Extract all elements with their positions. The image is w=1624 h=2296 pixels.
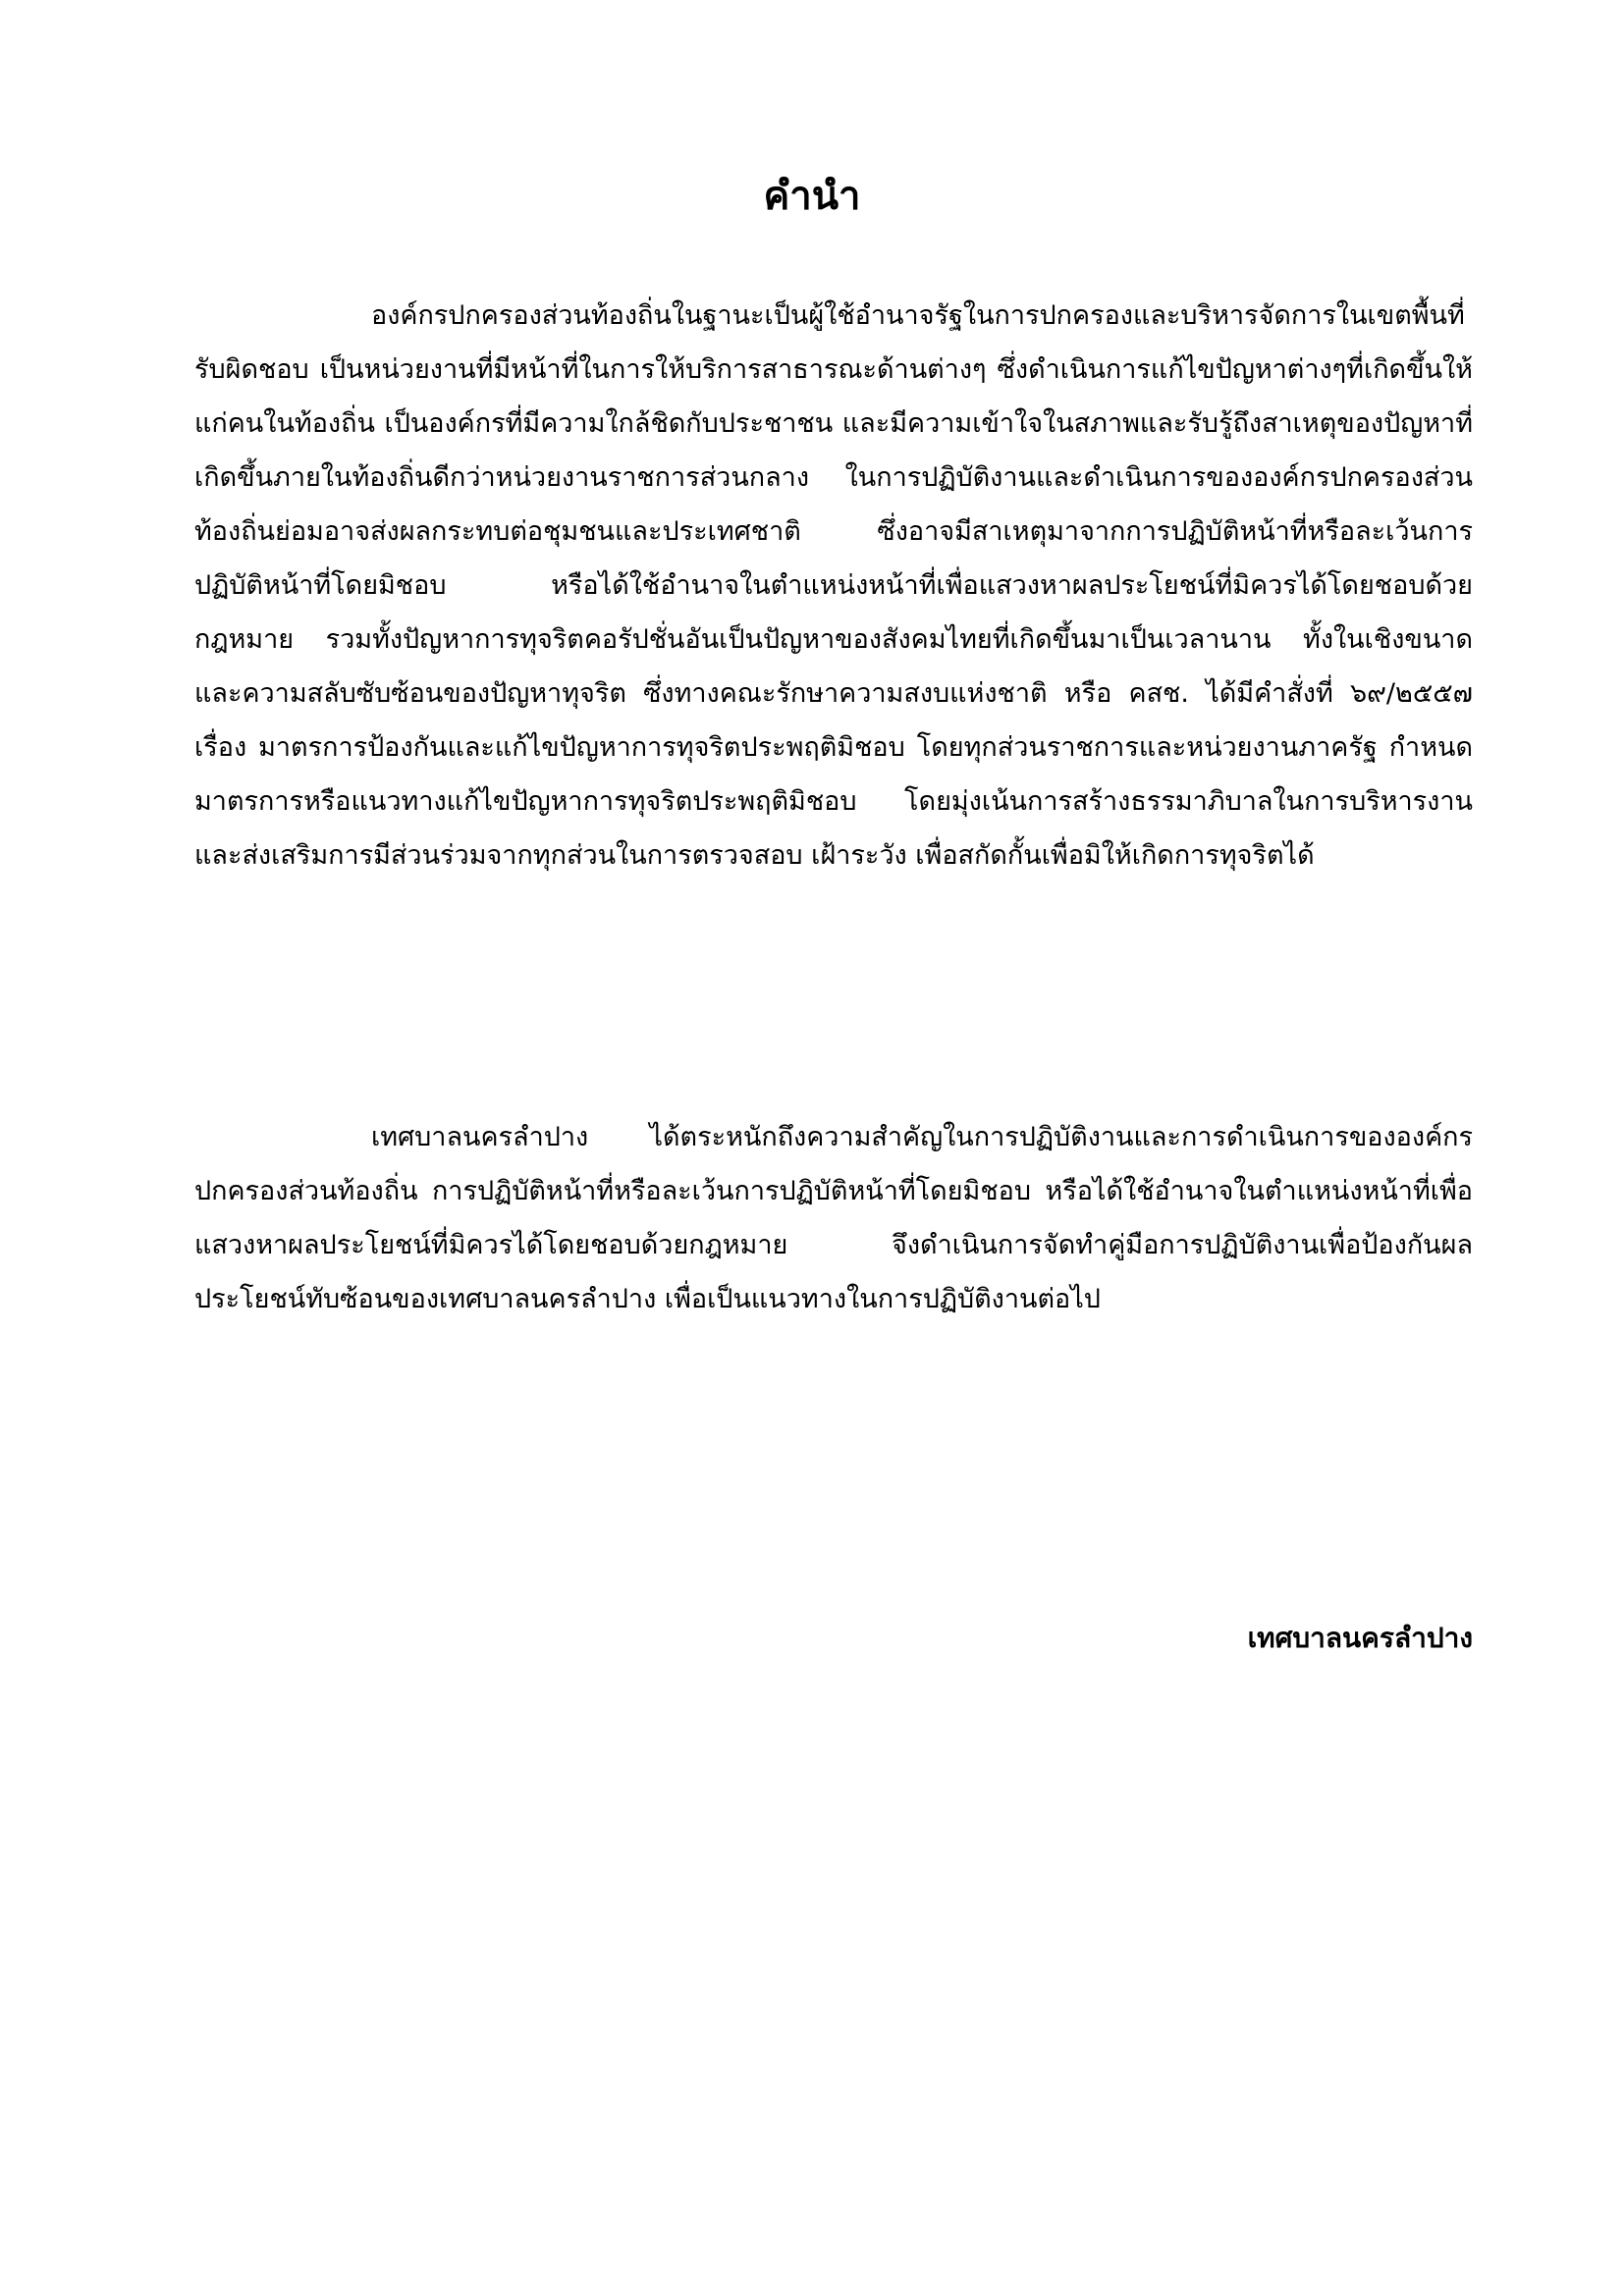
page-title: คำนำ (763, 174, 861, 219)
paragraph-introduction (194, 289, 1473, 882)
paragraph-purpose (194, 1110, 1473, 1326)
signature-line: เทศบาลนครลำปาง (1247, 1622, 1473, 1654)
paragraph-text: เทศบาลนครลำปาง ได้ตระหนักถึงความสำคัญในการปฏิบัติงานและการดำเนินการขององค์กรปกครองส่วนท้องถิ่น การปฏิบัติหน้าที่หรือละเว้นการปฏิบัติหน้าที่โดยมิชอบ หรือได้ใช้อำนาจในตำแหน่งหน้าที่เพื่อแสวงหาผลประโยชน์ที่มิควรได้โดยชอบด้วยกฎหมาย จึงดำเนินการจัดทำคู่มือการปฏิบัติงานเพื่อป้องกันผลประโยชน์ทับซ้อนของเทศบาลนครลำปาง เพื่อเป็นแนวทางในการปฏิบัติงานต่อไป (194, 1122, 1473, 1314)
paragraph-text: องค์กรปกครองส่วนท้องถิ่นในฐานะเป็นผู้ใช้อำนาจรัฐในการปกครองและบริหารจัดการในเขตพื้นที่รับผิดชอบ เป็นหน่วยงานที่มีหน้าที่ในการให้บริการสาธารณะด้านต่างๆ ซึ่งดำเนินการแก้ไขปัญหาต่างๆที่เกิดขึ้นให้แก่คนในท้องถิ่น เป็นองค์กรที่มีความใกล้ชิดกับประชาชน และมีความเข้าใจในสภาพและรับรู้ถึงสาเหตุของปัญหาที่เกิดขึ้นภายในท้องถิ่นดีกว่าหน่วยงานราชการส่วนกลาง ในการปฏิบัติงานและดำเนินการขององค์กรปกครองส่วนท้องถิ่นย่อมอาจส่งผลกระทบต่อชุมชนและประเทศชาติ ซึ่งอาจมีสาเหตุมาจากการปฏิบัติหน้าที่หรือละเว้นการปฏิบัติหน้าที่โดยมิชอบ หรือได้ใช้อำนาจในตำแหน่งหน้าที่เพื่อแสวงหาผลประโยชน์ที่มิควรได้โดยชอบด้วยกฎหมาย รวมทั้งปัญหาการทุจริตคอรัปชั่นอันเป็นปัญหาของสังคมไทยที่เกิดขึ้นมาเป็นเวลานาน ทั้งในเชิงขนาด และความสลับซับซ้อนของปัญหาทุจริต ซึ่งทางคณะรักษาความสงบแห่งชาติ หรือ คสช. ได้มีคำสั่งที่ ๖๙/๒๕๕๗ เรื่อง มาตรการป้องกันและแก้ไขปัญหาการทุจริตประพฤติมิชอบ โดยทุกส่วนราชการและหน่วยงานภาครัฐ กำหนดมาตรการหรือแนวทางแก้ไขปัญหาการทุจริตประพฤติมิชอบ โดยมุ่งเน้นการสร้างธรรมาภิบาลในการบริหารงาน และส่งเสริมการมีส่วนร่วมจากทุกส่วนในการตรวจสอบ เฝ้าระวัง เพื่อสกัดกั้นเพื่อมิให้เกิดการทุจริตได้ (194, 300, 1473, 871)
